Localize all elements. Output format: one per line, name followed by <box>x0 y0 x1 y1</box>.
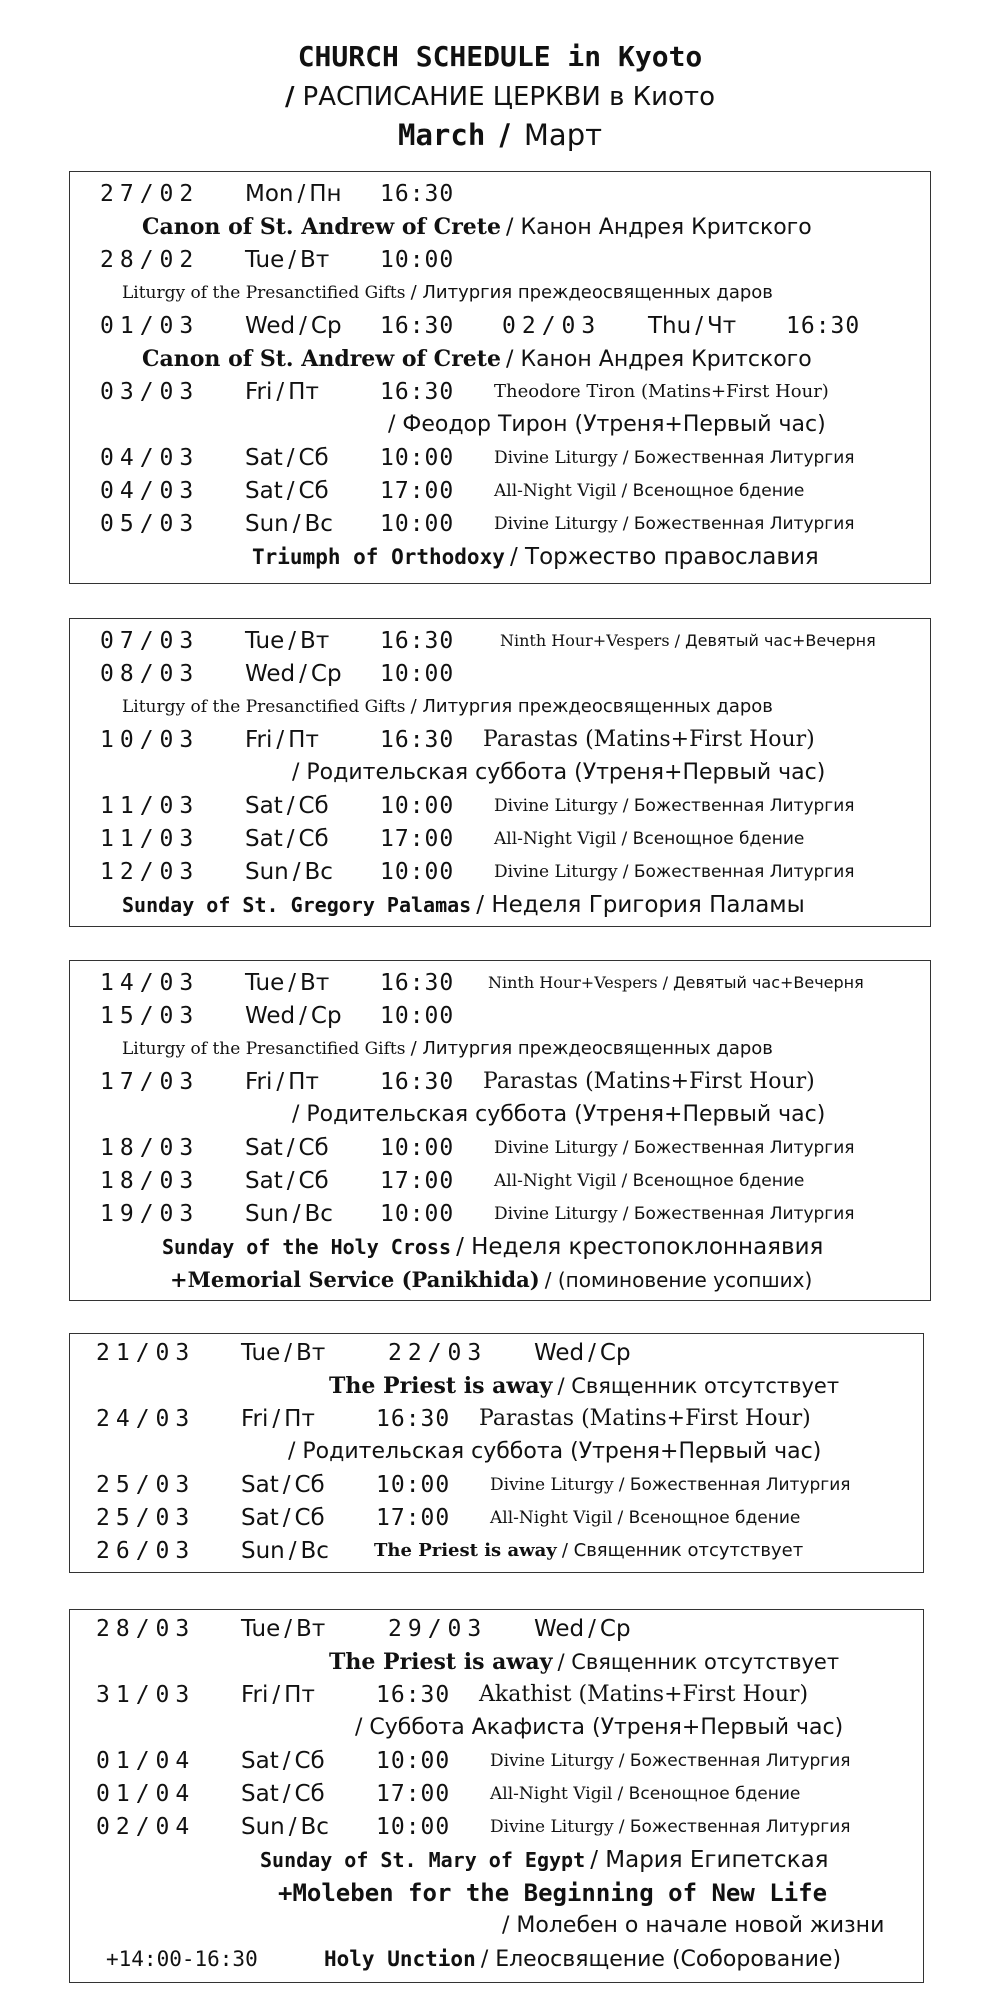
date: 25/03 <box>96 1472 196 1498</box>
weekday: Tue / Вт <box>241 1616 326 1642</box>
schedule-line <box>70 757 930 789</box>
service-name: Parastas (Matins+First Hour) <box>479 1406 811 1431</box>
schedule-line <box>70 1099 930 1131</box>
schedule-line <box>70 1132 930 1164</box>
schedule-line <box>70 1943 923 1975</box>
date: 04/03 <box>100 445 200 471</box>
schedule-line <box>70 724 930 756</box>
schedule-line <box>70 889 930 921</box>
service-name: Divine Liturgy / Божественная Литургия <box>494 1204 855 1224</box>
subtitle-russian: РАСПИСАНИЕ ЦЕРКВИ в Киото <box>302 82 715 112</box>
date: 03/03 <box>100 379 200 405</box>
time: 16:30 <box>376 1682 451 1708</box>
weekday: Wed / Ср <box>245 313 342 339</box>
time: 10:00 <box>380 1003 455 1029</box>
schedule-line <box>70 1613 923 1645</box>
schedule-line <box>70 658 930 690</box>
time: 16:30 <box>380 727 455 753</box>
weekday: Fri / Пт <box>241 1406 315 1432</box>
date: 14/03 <box>100 970 200 996</box>
week-3-box <box>69 960 931 1301</box>
date: 01/04 <box>96 1748 196 1774</box>
page-subtitle <box>0 82 1000 112</box>
service-name: The Priest is away / Священник отсутствует <box>329 1649 840 1675</box>
weekday: Tue / Вт <box>245 247 330 273</box>
schedule-line <box>70 1436 923 1468</box>
time: 10:00 <box>376 1814 451 1840</box>
time: 10:00 <box>380 859 455 885</box>
weekday: Sat / Сб <box>241 1748 325 1774</box>
time: 10:00 <box>380 661 455 687</box>
schedule-line <box>70 1877 923 1909</box>
weekday: Fri / Пт <box>241 1682 315 1708</box>
service-name: Canon of St. Andrew of Crete / Канон Андрея Критского <box>142 214 812 240</box>
schedule-line <box>70 856 930 888</box>
time: 10:00 <box>380 793 455 819</box>
schedule-line <box>70 1502 923 1534</box>
month-heading <box>0 118 1000 152</box>
schedule-line <box>70 1370 923 1402</box>
schedule-line <box>70 475 930 507</box>
service-name: Divine Liturgy / Божественная Литургия <box>494 796 855 816</box>
schedule-line <box>70 211 930 243</box>
feast-name: Sunday of the Holy Cross / Неделя крестопоклоннаявия <box>162 1234 824 1260</box>
schedule-line <box>70 1264 930 1296</box>
schedule-line <box>70 178 930 210</box>
time: 17:00 <box>380 478 455 504</box>
service-name: Parastas (Matins+First Hour) <box>483 727 815 752</box>
schedule-line <box>70 1811 923 1843</box>
date: 28/02 <box>100 247 200 273</box>
time: 16:30 <box>380 379 455 405</box>
weekday: Sat / Сб <box>245 1168 329 1194</box>
weekday: Tue / Вт <box>245 970 330 996</box>
schedule-line <box>70 442 930 474</box>
weekday: Fri / Пт <box>245 1069 319 1095</box>
service-name: Holy Unction / Елеосвящение (Соборование) <box>324 1947 842 1972</box>
date: 28/03 <box>96 1616 196 1642</box>
service-name: Ninth Hour+Vespers / Девятый час+Вечерня <box>488 973 864 992</box>
date: 19/03 <box>100 1201 200 1227</box>
date: 17/03 <box>100 1069 200 1095</box>
schedule-line <box>70 310 930 342</box>
service-name-russian: / Родительская суббота (Утреня+Первый час) <box>292 1102 826 1127</box>
date: 02/03 <box>502 313 602 339</box>
schedule-line <box>70 343 930 375</box>
weekday: Wed / Ср <box>534 1616 631 1642</box>
schedule-line <box>70 1646 923 1678</box>
time: 10:00 <box>380 1201 455 1227</box>
schedule-line <box>70 1712 923 1744</box>
date: 01/03 <box>100 313 200 339</box>
service-name: Liturgy of the Presanctified Gifts / Литургия преждеосвященных даров <box>122 282 773 303</box>
schedule-line <box>70 1198 930 1230</box>
schedule-line <box>70 1679 923 1711</box>
week-2-box <box>69 618 931 927</box>
weekday: Sat / Сб <box>245 826 329 852</box>
time: 10:00 <box>376 1472 451 1498</box>
date: 29/03 <box>388 1616 488 1642</box>
feast-name: Sunday of St. Mary of Egypt / Мария Египетская <box>260 1847 829 1873</box>
weekday: Fri / Пт <box>245 727 319 753</box>
schedule-line <box>70 1910 923 1942</box>
schedule-line <box>70 409 930 441</box>
service-name: The Priest is away / Священник отсутствует <box>374 1540 804 1561</box>
weekday: Fri / Пт <box>245 379 319 405</box>
service-name-russian: / Молебен о начале новой жизни <box>502 1913 885 1938</box>
time: 10:00 <box>376 1748 451 1774</box>
page-title: CHURCH SCHEDULE in Kyoto <box>297 40 703 73</box>
weekday: Sat / Сб <box>241 1781 325 1807</box>
service-name-russian: / Родительская суббота (Утреня+Первый час) <box>288 1439 822 1464</box>
date: 27/02 <box>100 181 200 207</box>
service-name: Divine Liturgy / Божественная Литургия <box>490 1817 851 1837</box>
date: 22/03 <box>388 1340 488 1366</box>
schedule-line <box>70 376 930 408</box>
date: 18/03 <box>100 1135 200 1161</box>
schedule-line <box>70 1231 930 1263</box>
week-1-box <box>69 171 931 584</box>
week-4-box <box>69 1333 924 1573</box>
service-name: Divine Liturgy / Божественная Литургия <box>494 514 855 534</box>
date: 01/04 <box>96 1781 196 1807</box>
date: 26/03 <box>96 1538 196 1564</box>
service-name: Theodore Tiron (Matins+First Hour) <box>494 381 829 402</box>
time: 17:00 <box>380 1168 455 1194</box>
schedule-line <box>70 790 930 822</box>
date: 02/04 <box>96 1814 196 1840</box>
schedule-line <box>70 1778 923 1810</box>
schedule-line <box>70 508 930 540</box>
weekday: Tue / Вт <box>241 1340 326 1366</box>
week-5-box <box>69 1609 924 1983</box>
date: 04/03 <box>100 478 200 504</box>
service-name: All-Night Vigil / Всенощное бдение <box>494 1171 805 1191</box>
weekday: Sat / Сб <box>245 478 329 504</box>
date: 25/03 <box>96 1505 196 1531</box>
service-name: Liturgy of the Presanctified Gifts / Литургия преждеосвященных даров <box>122 696 773 717</box>
time: 16:30 <box>380 313 455 339</box>
weekday: Sun / Вс <box>245 859 333 885</box>
weekday: Sun / Вс <box>241 1538 329 1564</box>
feast-name: +Moleben for the Beginning of New Life <box>278 1879 828 1907</box>
schedule-line <box>70 1033 930 1065</box>
schedule-line <box>70 1745 923 1777</box>
weekday: Tue / Вт <box>245 628 330 654</box>
time: 16:30 <box>380 181 455 207</box>
time: 10:00 <box>380 247 455 273</box>
weekday: Sat / Сб <box>245 1135 329 1161</box>
weekday: Sun / Вс <box>245 1201 333 1227</box>
time: 17:00 <box>376 1781 451 1807</box>
weekday: Sun / Вс <box>245 511 333 537</box>
time: 16:30 <box>380 628 455 654</box>
date: 11/03 <box>100 793 200 819</box>
time: 16:30 <box>380 970 455 996</box>
date: 24/03 <box>96 1406 196 1432</box>
schedule-line <box>70 244 930 276</box>
schedule-line <box>70 1469 923 1501</box>
service-name: The Priest is away / Священник отсутствует <box>329 1373 840 1399</box>
service-name: Ninth Hour+Vespers / Девятый час+Вечерня <box>500 631 876 650</box>
schedule-line <box>70 1066 930 1098</box>
schedule-line <box>70 1337 923 1369</box>
service-name: All-Night Vigil / Всенощное бдение <box>490 1508 801 1528</box>
month-slash: / <box>499 118 510 152</box>
date: 10/03 <box>100 727 200 753</box>
service-name: Divine Liturgy / Божественная Литургия <box>494 448 855 468</box>
schedule-line <box>70 967 930 999</box>
weekday: Wed / Ср <box>534 1340 631 1366</box>
subtitle-slash: / <box>285 82 295 112</box>
month-russian: Март <box>523 118 602 152</box>
feast-name: Triumph of Orthodoxy / Торжество православия <box>252 544 819 570</box>
weekday: Sat / Сб <box>241 1472 325 1498</box>
date: 31/03 <box>96 1682 196 1708</box>
schedule-line <box>70 1165 930 1197</box>
service-name: Liturgy of the Presanctified Gifts / Литургия преждеосвященных даров <box>122 1038 773 1059</box>
schedule-line <box>70 1000 930 1032</box>
weekday: Wed / Ср <box>245 1003 342 1029</box>
weekday: Sun / Вс <box>241 1814 329 1840</box>
weekday: Wed / Ср <box>245 661 342 687</box>
service-name: All-Night Vigil / Всенощное бдение <box>490 1784 801 1804</box>
date: 21/03 <box>96 1340 196 1366</box>
schedule-line <box>70 625 930 657</box>
weekday: Mon / Пн <box>245 181 342 207</box>
service-name: Parastas (Matins+First Hour) <box>483 1069 815 1094</box>
weekday: Sat / Сб <box>245 793 329 819</box>
time: 10:00 <box>380 1135 455 1161</box>
time: 16:30 <box>376 1406 451 1432</box>
service-name-russian: / Феодор Тирон (Утреня+Первый час) <box>388 412 826 437</box>
service-name: Akathist (Matins+First Hour) <box>479 1682 809 1707</box>
date: 11/03 <box>100 826 200 852</box>
date: 18/03 <box>100 1168 200 1194</box>
service-name: Divine Liturgy / Божественная Литургия <box>494 1138 855 1158</box>
schedule-line <box>70 277 930 309</box>
date: 15/03 <box>100 1003 200 1029</box>
feast-name: +Memorial Service (Panikhida) / (поминовение усопших) <box>170 1267 813 1292</box>
service-name: Divine Liturgy / Божественная Литургия <box>490 1475 851 1495</box>
schedule-line <box>70 541 930 573</box>
month-english: March <box>398 118 486 152</box>
date: 05/03 <box>100 511 200 537</box>
time: 16:30 <box>786 313 861 339</box>
service-name: All-Night Vigil / Всенощное бдение <box>494 829 805 849</box>
time: +14:00-16:30 <box>106 1947 258 1971</box>
service-name: Canon of St. Andrew of Crete / Канон Андрея Критского <box>142 346 812 372</box>
service-name-russian: / Родительская суббота (Утреня+Первый час) <box>292 760 826 785</box>
date: 08/03 <box>100 661 200 687</box>
weekday: Thu / Чт <box>648 313 737 339</box>
time: 10:00 <box>380 445 455 471</box>
time: 17:00 <box>380 826 455 852</box>
date: 07/03 <box>100 628 200 654</box>
schedule-line <box>70 823 930 855</box>
time: 17:00 <box>376 1505 451 1531</box>
date: 12/03 <box>100 859 200 885</box>
schedule-line <box>70 1403 923 1435</box>
weekday: Sat / Сб <box>241 1505 325 1531</box>
schedule-line <box>70 1535 923 1567</box>
time: 10:00 <box>380 511 455 537</box>
service-name: All-Night Vigil / Всенощное бдение <box>494 481 805 501</box>
service-name: Divine Liturgy / Божественная Литургия <box>490 1751 851 1771</box>
time: 16:30 <box>380 1069 455 1095</box>
weekday: Sat / Сб <box>245 445 329 471</box>
schedule-line <box>70 1844 923 1876</box>
feast-name: Sunday of St. Gregory Palamas / Неделя Григория Паламы <box>122 892 805 918</box>
service-name-russian: / Суббота Акафиста (Утреня+Первый час) <box>355 1715 844 1740</box>
schedule-line <box>70 691 930 723</box>
service-name: Divine Liturgy / Божественная Литургия <box>494 862 855 882</box>
